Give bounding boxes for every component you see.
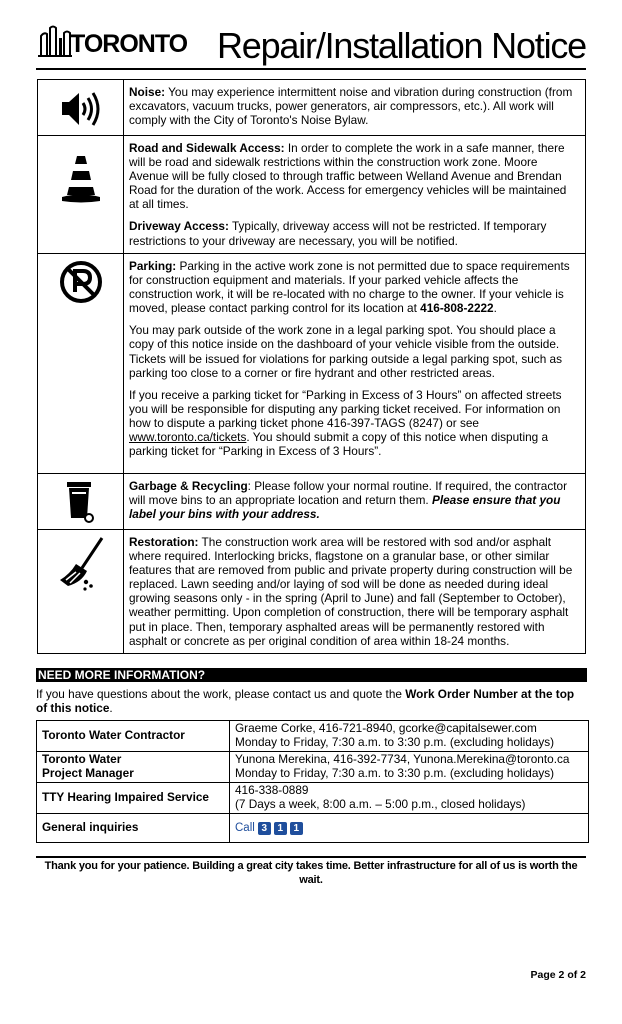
restoration-section	[38, 530, 586, 654]
tickets-link[interactable]: www.toronto.ca/tickets	[129, 430, 247, 445]
call-text: Call	[235, 821, 255, 834]
garbage-body: : Please follow your normal routine. If required, the contractor will move bins to an appropriate location and return them.	[129, 479, 568, 508]
driveway-body: Typically, driveway access will not be restricted. If temporary restrictions to your driveway are necessary, you will be notified.	[129, 219, 547, 248]
road-heading: Road and Sidewalk Access:	[129, 141, 285, 155]
parking-phone-suffix: .	[493, 301, 497, 316]
contact-line-1: Graeme Corke, 416-721-8940, gcorke@capitalsewer.com	[235, 721, 537, 736]
noise-paragraph	[129, 85, 579, 127]
intro-bold: Work Order Number at the top of this notice	[36, 687, 575, 716]
noise-section	[38, 80, 586, 136]
contact-label-line-2: Project Manager	[42, 766, 134, 780]
garbage-icon-cell	[38, 474, 124, 530]
parking-icon-cell	[38, 254, 124, 474]
noise-text-cell	[124, 80, 586, 136]
contact-line-1: Yunona Merekina, 416-392-7734, Yunona.Merekina@toronto.ca	[235, 752, 570, 767]
footer-message: Thank you for your patience. Building a great city takes time. Better infrastructure for all of us is worth the wait.	[44, 860, 578, 886]
contact-line-2: (7 Days a week, 8:00 a.m. – 5:00 p.m., closed holidays)	[235, 797, 526, 811]
contact-label: TTY Hearing Impaired Service	[37, 783, 230, 814]
garbage-bin-icon	[64, 478, 98, 524]
page-title: Repair/Installation Notice	[216, 25, 586, 66]
parking-para3-end: . You should submit a copy of this notice when disputing a parking ticket for “Parking in Excess of 3 Hours”.	[129, 430, 549, 459]
contact-details	[230, 721, 589, 752]
road-body: In order to complete the work in a safe manner, there will be road and sidewalk restrictions within the construction work zone. Moore Avenue will be fully closed to through traffic between Welland Avenue and Brendan Road for the duration of the work. Access for emergency vehicles will be maintained at all times.	[129, 141, 567, 212]
digit-box: 3	[258, 822, 271, 835]
contact-label	[37, 752, 230, 783]
parking-paragraph-3	[129, 388, 579, 458]
parking-body: Parking in the active work zone is not permitted due to space requirements for construction equipment and materials. If your parked vehicle affects the construction work, it will be re-located with no charge to the owner. If your vehicle is moved, please contact parking control for its location at	[129, 259, 570, 316]
call-311-logo	[235, 822, 303, 836]
no-parking-icon	[59, 260, 103, 304]
parking-paragraph-1	[129, 259, 579, 315]
intro-start: If you have questions about the work, please contact us and quote the	[36, 687, 406, 701]
driveway-paragraph	[129, 219, 579, 247]
contacts-table	[36, 720, 589, 843]
driveway-heading: Driveway Access:	[129, 219, 229, 234]
header-divider	[36, 68, 586, 70]
notice-sections-table	[37, 79, 586, 654]
broom-icon	[56, 536, 106, 592]
restoration-icon-cell	[38, 530, 124, 654]
contact-row-project-manager	[37, 752, 589, 783]
parking-phone: 416-808-2222	[420, 301, 494, 316]
garbage-section	[38, 474, 586, 530]
noise-heading: Noise:	[129, 85, 166, 99]
logo-wordmark: TORONTO	[70, 30, 188, 58]
garbage-emphasis: Please ensure that you label your bins with your address.	[129, 493, 561, 522]
road-icon-cell	[38, 136, 124, 254]
contact-line-2: Monday to Friday, 7:30 a.m. to 3:30 p.m. (excluding holidays)	[235, 766, 555, 780]
restoration-heading: Restoration:	[129, 535, 199, 549]
traffic-cone-icon	[60, 154, 102, 204]
parking-heading: Parking:	[129, 259, 177, 273]
more-info-intro	[36, 687, 588, 715]
digit-box: 1	[274, 822, 287, 835]
contact-line-1: 416-338-0889	[235, 783, 309, 798]
garbage-text-cell	[124, 474, 586, 530]
speaker-icon	[58, 87, 104, 131]
footer-divider	[36, 856, 586, 858]
contact-row-contractor	[37, 721, 589, 752]
contact-label: Toronto Water Contractor	[37, 721, 230, 752]
restoration-body: The construction work area will be restored with sod and/or asphalt where required. Interlocking bricks, flagstone on a granular base, or other similar features that are removed from public and private property during construction will be replaced. Lawn seeding and/or laying of sod will be done as needed during ideal growing seasons only - in the spring (April to June) and fall (September to October), weather permitting. Upon completion of construction, there will be temporary asphalt put in place. Then, temporary asphalted areas will be permanently restored with asphalt or concrete as per original condition of area within 18-24 months.	[129, 535, 573, 648]
contact-label: General inquiries	[37, 814, 230, 843]
garbage-paragraph	[129, 479, 579, 521]
contact-row-tty	[37, 783, 589, 814]
more-info-heading: NEED MORE INFORMATION?	[36, 668, 587, 682]
intro-end: .	[109, 701, 113, 716]
city-hall-icon	[38, 24, 72, 58]
parking-section	[38, 254, 586, 474]
contact-row-general	[37, 814, 589, 843]
digit-box: 1	[290, 822, 303, 835]
restoration-text-cell	[124, 530, 586, 654]
garbage-heading: Garbage & Recycling	[129, 479, 248, 493]
parking-para3-start: If you receive a parking ticket for “Parking in Excess of 3 Hours” on affected streets you will be responsible for disputing any parking ticket received. For information on how to dispute a parking ticket phone 416-397-TAGS (8247) or see	[129, 387, 562, 430]
road-section	[38, 136, 586, 254]
contact-line-2: Monday to Friday, 7:30 a.m. to 3:30 p.m. (excluding holidays)	[235, 735, 555, 749]
contact-details	[230, 752, 589, 783]
page-number: Page 2 of 2	[530, 969, 586, 981]
contact-details	[230, 783, 589, 814]
noise-body: You may experience intermittent noise and vibration during construction (from excavators, vacuum trucks, power generators, air compressors, etc.). All work will comply with the City of Toronto's Noise Bylaw.	[129, 85, 573, 128]
road-text-cell	[124, 136, 586, 254]
contact-label-line-1: Toronto Water	[42, 752, 122, 767]
restoration-paragraph	[129, 535, 579, 648]
road-paragraph	[129, 141, 579, 211]
contact-details	[230, 814, 589, 843]
parking-paragraph-2: You may park outside of the work zone in a legal parking spot. You should place a copy of this notice inside on the dashboard of your vehicle visible from the outside. Tickets will be issued for violations for parking outside a legal parking spot, such as parking too close to a corner or fire hydrant and other restricted areas.	[129, 323, 562, 380]
noise-icon-cell	[38, 80, 124, 136]
parking-text-cell	[124, 254, 586, 474]
